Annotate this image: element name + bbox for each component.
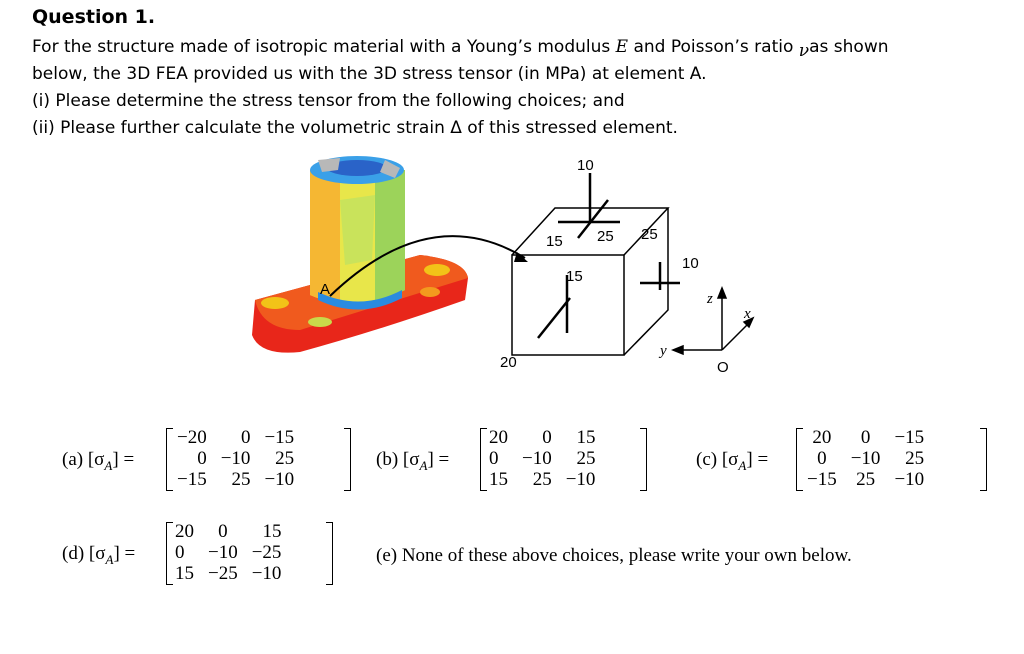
choice-a-sub: A bbox=[104, 457, 113, 473]
choice-b-label: (b) bbox=[376, 449, 399, 470]
matrix-cell: −10 bbox=[850, 448, 881, 469]
matrix-cell: 0 bbox=[197, 448, 207, 469]
structure-figure bbox=[0, 140, 1024, 380]
youngs-modulus-symbol: E bbox=[615, 37, 629, 57]
cube-label-top-left: 15 bbox=[546, 233, 563, 250]
choice-a-lhs: [σ bbox=[87, 449, 105, 470]
axis-y-label: y bbox=[660, 343, 667, 359]
choice-b-lhs: [σ bbox=[402, 449, 420, 470]
matrix-cell: −10 bbox=[220, 448, 251, 469]
matrix-cell: −10 bbox=[208, 542, 238, 563]
cube-label-top-right: 25 bbox=[641, 226, 658, 243]
axis-z-label: z bbox=[707, 291, 713, 307]
choice-c-label: (c) bbox=[696, 449, 718, 470]
matrix-cell: 25 bbox=[856, 469, 876, 490]
choice-d-label: (d) bbox=[62, 543, 85, 564]
matrix-cell: 25 bbox=[231, 469, 251, 490]
cube-label-right: 10 bbox=[682, 255, 699, 272]
choice-b-rhs: ] = bbox=[427, 449, 450, 470]
matrix-cell: −10 bbox=[894, 469, 925, 490]
matrix-cell: 0 bbox=[817, 448, 827, 469]
choice-c-matrix bbox=[800, 427, 931, 490]
cube-label-top: 10 bbox=[577, 157, 594, 174]
choice-d-lhs: [σ bbox=[88, 543, 106, 564]
choice-b-matrix bbox=[482, 427, 602, 490]
cube-label-front-inner: 15 bbox=[566, 268, 583, 285]
matrix-cell: −15 bbox=[264, 427, 295, 448]
matrix-cell: 20 bbox=[489, 427, 508, 448]
matrix-bracket bbox=[344, 428, 351, 491]
choice-c-lhs: [σ bbox=[721, 449, 739, 470]
matrix-cell: 25 bbox=[275, 448, 295, 469]
choice-d-rhs: ] = bbox=[113, 543, 136, 564]
matrix-bracket bbox=[326, 522, 333, 585]
line1-part-c: as shown bbox=[809, 37, 889, 57]
matrix-cell: 25 bbox=[576, 448, 596, 469]
matrix-cell: −10 bbox=[251, 563, 282, 584]
matrix-bracket bbox=[640, 428, 647, 491]
poisson-ratio-symbol: ν bbox=[798, 41, 810, 61]
matrix-cell: 0 bbox=[489, 448, 499, 469]
point-a-label: A bbox=[320, 281, 331, 298]
matrix-cell: 0 bbox=[542, 427, 552, 448]
matrix-cell: −15 bbox=[894, 427, 925, 448]
choice-c-rhs: ] = bbox=[746, 449, 769, 470]
matrix-cell: −10 bbox=[522, 448, 552, 469]
choice-a-matrix bbox=[170, 427, 301, 490]
matrix-cell: 20 bbox=[175, 521, 194, 542]
matrix-cell: −25 bbox=[208, 563, 238, 584]
matrix-cell: 20 bbox=[812, 427, 832, 448]
line1-part-b: and Poisson’s ratio bbox=[628, 37, 799, 57]
choice-a-label: (a) bbox=[62, 449, 84, 470]
cube-label-bottom: 20 bbox=[500, 354, 517, 371]
question-title: Question 1. bbox=[32, 6, 156, 28]
axis-x-label: x bbox=[744, 306, 751, 322]
matrix-cell: −10 bbox=[565, 469, 596, 490]
question-line-2: below, the 3D FEA provided us with the 3D stress tensor (in MPa) at element A. bbox=[32, 64, 707, 84]
matrix-cell: −25 bbox=[251, 542, 282, 563]
axis-origin-label: O bbox=[717, 359, 729, 376]
matrix-cell: 0 bbox=[218, 521, 228, 542]
fea-structure-image bbox=[252, 156, 468, 353]
matrix-cell: 0 bbox=[175, 542, 185, 563]
matrix-cell: −15 bbox=[177, 469, 207, 490]
choice-e[interactable]: (e) None of these above choices, please write your own below. bbox=[376, 545, 852, 566]
matrix-cell: 0 bbox=[240, 427, 251, 448]
matrix-bracket bbox=[980, 428, 987, 491]
matrix-cell: 15 bbox=[489, 469, 508, 490]
matrix-cell: −10 bbox=[264, 469, 295, 490]
matrix-cell: 15 bbox=[262, 521, 282, 542]
matrix-cell: −15 bbox=[807, 469, 837, 490]
coordinate-axes bbox=[673, 288, 753, 354]
matrix-cell: 15 bbox=[175, 563, 194, 584]
choice-c-sub: A bbox=[738, 457, 747, 473]
choice-a-rhs: ] = bbox=[112, 449, 135, 470]
choice-d-sub: A bbox=[105, 551, 114, 567]
choice-d-matrix bbox=[168, 521, 288, 584]
matrix-cell: −20 bbox=[177, 427, 207, 448]
cube-label-top-mid: 25 bbox=[597, 228, 614, 245]
question-line-1 bbox=[32, 37, 889, 61]
question-line-3: (i) Please determine the stress tensor from the following choices; and bbox=[32, 91, 625, 111]
line1-part-a: For the structure made of isotropic material with a Young’s modulus bbox=[32, 37, 616, 57]
matrix-cell: 15 bbox=[576, 427, 596, 448]
matrix-cell: 0 bbox=[860, 427, 871, 448]
choice-b-sub: A bbox=[419, 457, 428, 473]
matrix-cell: 25 bbox=[905, 448, 925, 469]
question-line-4: (ii) Please further calculate the volumetric strain Δ of this stressed element. bbox=[32, 118, 678, 138]
matrix-cell: 25 bbox=[532, 469, 552, 490]
